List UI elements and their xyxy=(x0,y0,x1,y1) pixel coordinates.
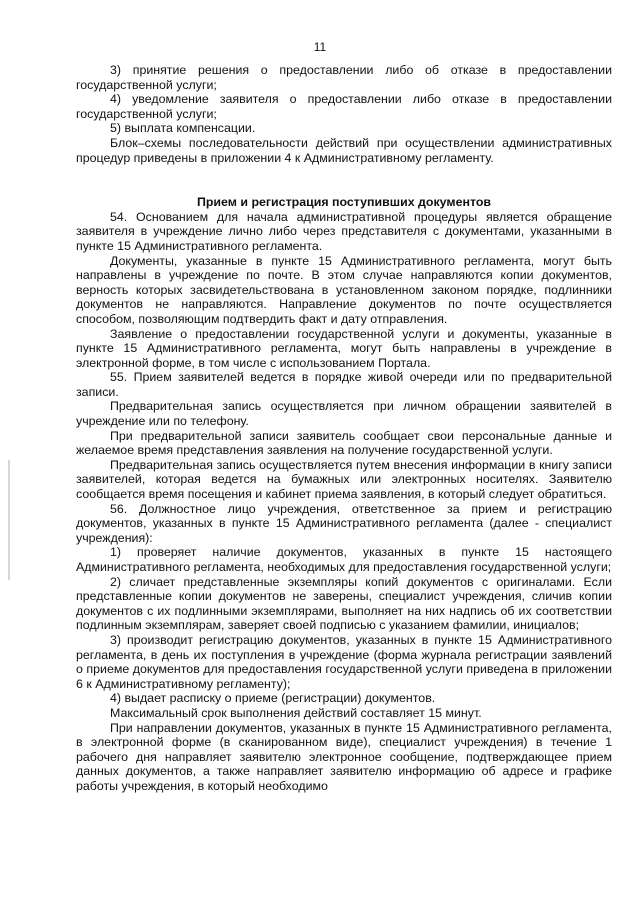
paragraph-step-compare: 2) сличает представленные экземпляры копий документов с оригиналами. Если представленные копии документов не заверены, специалист учреждения, сличив копии документов с их подлинными экземплярами, выполняет на них надпись об их соответствии подлинным экземплярам, заверяет своей подписью с указанием фамилии, инициалов; xyxy=(76,574,612,633)
scan-edge-mark xyxy=(8,460,10,580)
paragraph-step-receipt: 4) выдает расписку о приеме (регистрации) документов. xyxy=(110,691,436,706)
paragraph-step-4: 4) уведомление заявителя о предоставлении либо отказе в предоставлении государственной услуги; xyxy=(76,92,612,121)
paragraph-55: 55. Прием заявителей ведется в порядке живой очереди или по предварительной записи. xyxy=(76,370,612,399)
paragraph-electronic-form: Заявление о предоставлении государственной услуги и документы, указанные в пункте 15 Административного регламента, могут быть направлены в учреждение в электронной форме, в том числе с использованием Портала. xyxy=(76,326,612,370)
paragraph-step-5: 5) выплата компенсации. xyxy=(110,121,256,136)
document-body xyxy=(76,63,612,794)
paragraph-step-register: 3) производит регистрацию документов, указанных в пункте 15 Административного регламента, в день их поступления в учреждение (форма журнала регистрации заявлений о приеме документов для предоставления государственной услуги приведена в приложении 6 к Административному регламенту); xyxy=(76,632,612,691)
paragraph-mail-documents: Документы, указанные в пункте 15 Административного регламента, могут быть направлены в учреждение по почте. В этом случае направляются копии документов, верность которых засвидетельствована в установленном законом порядке, подлинники документов не направляются. Направление документов по почте осуществляется способом, позволяющим подтвердить факт и дату отправления. xyxy=(76,253,612,326)
paragraph-54: 54. Основанием для начала административной процедуры является обращение заявителя в учреждение лично либо через представителя с документами, указанными в пункте 15 Административного регламента. xyxy=(76,209,612,253)
paragraph-personal-data: При предварительной записи заявитель сообщает свои персональные данные и желаемое время представления заявления на получение государственной услуги. xyxy=(76,428,612,458)
paragraph-max-time: Максимальный срок выполнения действий составляет 15 минут. xyxy=(110,705,482,720)
page-number: 11 xyxy=(313,40,327,54)
paragraph-preliminary-record: Предварительная запись осуществляется при личном обращении заявителей в учреждение или по телефону. xyxy=(76,399,612,429)
paragraph-step-check: 1) проверяет наличие документов, указанных в пункте 15 настоящего Административного регламента, необходимых для предоставления государственной услуги; xyxy=(76,545,612,574)
paragraph-step-3: 3) принятие решения о предоставлении либо об отказе в предоставлении государственной услуги; xyxy=(76,63,612,92)
paragraph-56: 56. Должностное лицо учреждения, ответственное за прием и регистрацию документов, указанных в пункте 15 Административного регламента (далее - специалист учреждения): xyxy=(76,501,612,545)
paragraph-electronic-submission: При направлении документов, указанных в пункте 15 Административного регламента, в электронной форме (в сканированном виде), специалист учреждения) в течение 1 рабочего дня направляет заявителю электронное сообщение, подтверждающее прием данных документов, а также направляет заявителю информацию об адресе и графике работы учреждения, в который необходимо xyxy=(76,720,612,793)
paragraph-record-book: Предварительная запись осуществляется путем внесения информации в книгу записи заявителей, которая ведется на бумажных или электронных носителях. Заявителю сообщается время посещения и кабинет приема заявления, в который следует обратиться. xyxy=(76,457,612,502)
paragraph-flowcharts: Блок–схемы последовательности действий при осуществлении административных процедур приведены в приложении 4 к Административному регламенту. xyxy=(76,135,612,165)
section-title: Прием и регистрация поступивших документов xyxy=(196,195,492,210)
